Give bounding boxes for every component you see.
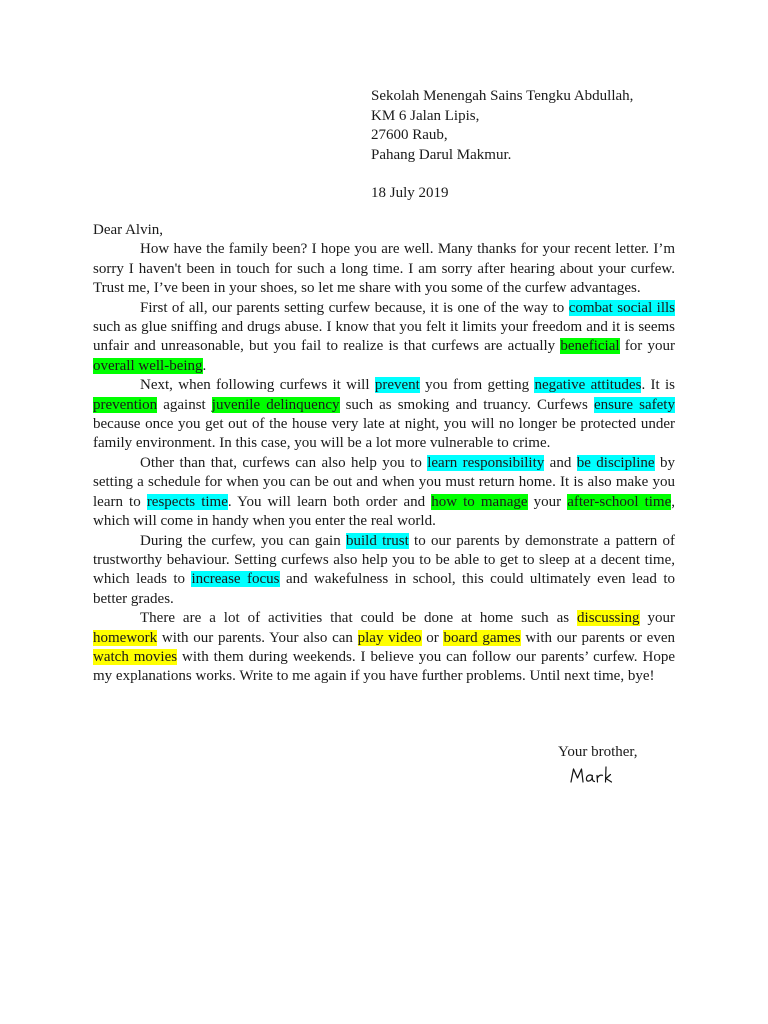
highlighted-phrase-cyan: respects time bbox=[146, 493, 228, 510]
text-run: with them during weekends. I believe you can follow our parents’ curfew. Hope my explanations works. Write to me again if you have further problems. Until next time, bye! bbox=[93, 648, 675, 685]
highlighted-phrase-cyan: build trust bbox=[345, 532, 409, 549]
highlighted-phrase-cyan: prevent bbox=[374, 377, 420, 394]
body-paragraph bbox=[93, 532, 675, 610]
highlighted-phrase-cyan: combat social ills bbox=[568, 299, 676, 316]
text-run: , which will come in handy when you enter the real world. bbox=[93, 493, 676, 530]
highlighted-phrase-cyan: increase focus bbox=[191, 571, 280, 588]
highlighted-phrase-yellow: discussing bbox=[577, 610, 640, 627]
text-run: . You will learn both order and bbox=[227, 493, 432, 510]
text-run: There are a lot of activities that could be done at home such as bbox=[140, 610, 578, 627]
text-run: and bbox=[544, 454, 577, 471]
salutation: Dear Alvin, bbox=[93, 222, 163, 238]
highlighted-phrase-green: beneficial bbox=[560, 338, 620, 355]
text-run: and wakefulness in school, this could ultimately even lead to better grades. bbox=[93, 571, 675, 607]
text-run: by setting a schedule for when you can be out and when you must return home. It is also make you learn to bbox=[93, 454, 675, 510]
body-paragraph bbox=[93, 240, 675, 298]
address-line: 27600 Raub, bbox=[371, 127, 448, 143]
text-run: or bbox=[421, 629, 444, 646]
body-paragraph bbox=[93, 454, 675, 532]
text-run: How have the family been? I hope you are well. Many thanks for your recent letter. I’m sorry I haven't been in touch for such a long time. I am sorry after hearing about your curfew. Trust me, I’ve been in your shoes, so let me share with you some of the curfew advantages. bbox=[93, 241, 675, 297]
highlighted-phrase-green: overall well-being bbox=[93, 357, 203, 374]
highlighted-phrase-green: prevention bbox=[93, 396, 158, 413]
address-line: KM 6 Jalan Lipis, bbox=[371, 107, 480, 124]
address-line: Sekolah Menengah Sains Tengku Abdullah, bbox=[371, 88, 634, 104]
highlighted-phrase-cyan: learn responsibility bbox=[427, 454, 545, 471]
letter-date: 18 July 2019 bbox=[371, 185, 449, 201]
text-run: to our parents by demonstrate a pattern of trustworthy behaviour. Setting curfews also help you to be able to get to sleep at a decent time, which leads to bbox=[93, 532, 675, 588]
text-run: for your bbox=[619, 338, 675, 355]
closing: Your brother, bbox=[558, 744, 638, 760]
text-run: because once you get out of the house very late at night, you will no longer be protected under family environment. In this case, you will be a lot more vulnerable to crime. bbox=[93, 416, 675, 452]
text-run: with our parents. Your also can bbox=[157, 629, 358, 646]
text-run: your bbox=[639, 610, 675, 627]
highlighted-phrase-yellow: play video bbox=[357, 629, 422, 646]
highlighted-phrase-green: after-school time bbox=[567, 493, 672, 510]
highlighted-phrase-yellow: watch movies bbox=[93, 648, 178, 665]
highlighted-phrase-green: juvenile delinquency bbox=[211, 396, 340, 413]
text-run: your bbox=[527, 493, 568, 510]
body-paragraph bbox=[93, 376, 675, 454]
text-run: such as glue sniffing and drugs abuse. I know that you felt it limits your freedom and it is seems unfair and unreasonable, but you fail to realize is that curfews are actually bbox=[93, 319, 675, 355]
signature-mark bbox=[569, 763, 629, 787]
highlighted-phrase-cyan: ensure safety bbox=[593, 396, 675, 413]
text-run: . bbox=[202, 357, 207, 374]
text-run: Next, when following curfews it will bbox=[140, 377, 375, 394]
address-line: Pahang Darul Makmur. bbox=[371, 146, 512, 163]
sender-address bbox=[371, 87, 633, 165]
text-run: you from getting bbox=[419, 377, 535, 394]
highlighted-phrase-cyan: be discipline bbox=[576, 454, 655, 471]
text-run: against bbox=[157, 396, 212, 413]
highlighted-phrase-yellow: board games bbox=[443, 629, 521, 646]
highlighted-phrase-cyan: negative attitudes bbox=[534, 377, 642, 394]
text-run: with our parents or even bbox=[520, 629, 675, 646]
highlighted-phrase-yellow: homework bbox=[93, 629, 158, 646]
body-paragraph bbox=[93, 609, 675, 687]
text-run: . It is bbox=[641, 377, 676, 394]
text-run: During the curfew, you can gain bbox=[140, 532, 346, 549]
signature bbox=[569, 763, 629, 787]
letter-body bbox=[93, 221, 675, 687]
highlighted-phrase-green: how to manage bbox=[431, 493, 528, 510]
body-paragraph bbox=[93, 299, 675, 377]
text-run: Other than that, curfews can also help you to bbox=[140, 454, 428, 471]
text-run: First of all, our parents setting curfew because, it is one of the way to bbox=[140, 299, 569, 316]
text-run: such as smoking and truancy. Curfews bbox=[339, 396, 594, 413]
